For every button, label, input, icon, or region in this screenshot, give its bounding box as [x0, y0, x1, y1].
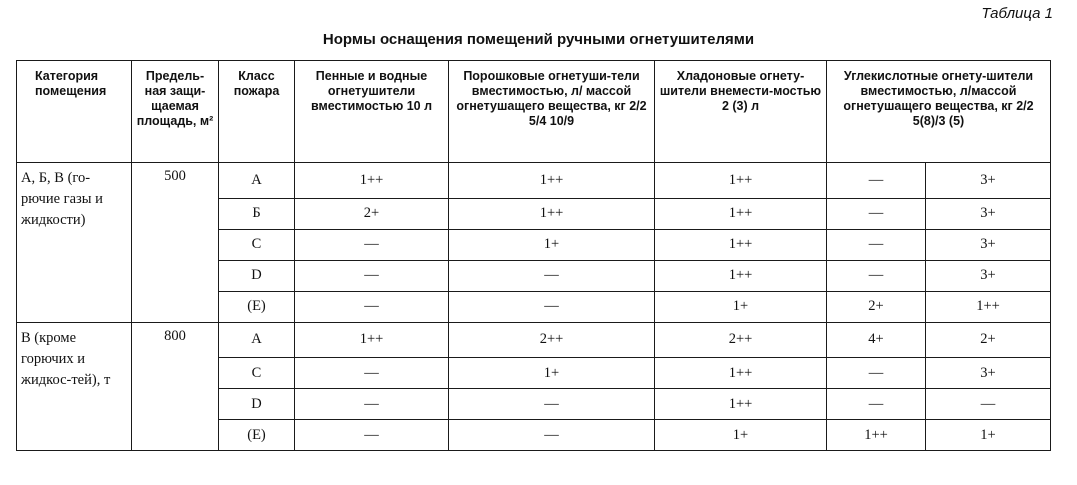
- halon-cell: 1+: [655, 420, 827, 451]
- fire-class-cell: А: [219, 322, 295, 358]
- co2-small-cell: —: [827, 389, 926, 420]
- table-row: [17, 420, 1051, 451]
- powder-cell: —: [449, 389, 655, 420]
- halon-cell: 1++: [655, 260, 827, 291]
- area-cell-empty: [132, 420, 219, 451]
- area-cell-empty: [132, 260, 219, 291]
- header-category: Категория помещения: [17, 61, 132, 163]
- powder-cell: —: [449, 420, 655, 451]
- area-cell-empty: [132, 291, 219, 322]
- fire-class-cell: C: [219, 358, 295, 389]
- foam-cell: 1++: [295, 163, 449, 199]
- header-powder: Порошковые огнетуши-тели вместимостью, л/ массой огнетушащего вещества, кг 2/2 5/4 10/9: [449, 61, 655, 163]
- header-row: [17, 61, 1051, 163]
- area-cell-empty: [132, 198, 219, 229]
- co2-small-cell: —: [827, 229, 926, 260]
- foam-cell: —: [295, 291, 449, 322]
- co2-large-cell: 1+: [926, 420, 1051, 451]
- fire-class-cell: C: [219, 229, 295, 260]
- co2-small-cell: —: [827, 260, 926, 291]
- table-row: [17, 198, 1051, 229]
- powder-cell: 1+: [449, 358, 655, 389]
- powder-cell: —: [449, 291, 655, 322]
- header-foam: Пенные и водные огнетушители вместимостью 10 л: [295, 61, 449, 163]
- halon-cell: 1+: [655, 291, 827, 322]
- fire-class-cell: А: [219, 163, 295, 199]
- halon-cell: 1++: [655, 198, 827, 229]
- fire-class-cell: D: [219, 260, 295, 291]
- powder-cell: 1+: [449, 229, 655, 260]
- foam-cell: —: [295, 358, 449, 389]
- area-cell-empty: [132, 358, 219, 389]
- foam-cell: —: [295, 420, 449, 451]
- co2-large-cell: 3+: [926, 260, 1051, 291]
- category-cell: А, Б, В (го-рючие газы и жидкости): [17, 163, 132, 323]
- header-co2: Углекислотные огнету-шители вместимостью, л/массой огнетушащего вещества, кг 2/2 5(8)/3 (5): [827, 61, 1051, 163]
- foam-cell: —: [295, 229, 449, 260]
- co2-large-cell: 3+: [926, 163, 1051, 199]
- header-fire-class: Класс пожара: [219, 61, 295, 163]
- co2-large-cell: 2+: [926, 322, 1051, 358]
- co2-large-cell: —: [926, 389, 1051, 420]
- header-halon: Хладоновые огнету-шители внемести-мостью 2 (3) л: [655, 61, 827, 163]
- foam-cell: 1++: [295, 322, 449, 358]
- table-row: [17, 358, 1051, 389]
- table-row: [17, 291, 1051, 322]
- fire-class-cell: Б: [219, 198, 295, 229]
- co2-small-cell: —: [827, 358, 926, 389]
- co2-small-cell: —: [827, 163, 926, 199]
- powder-cell: —: [449, 260, 655, 291]
- powder-cell: 1++: [449, 198, 655, 229]
- halon-cell: 1++: [655, 163, 827, 199]
- co2-large-cell: 3+: [926, 229, 1051, 260]
- co2-large-cell: 3+: [926, 198, 1051, 229]
- category-cell: В (кроме горючих и жидкос-тей), т: [17, 322, 132, 451]
- foam-cell: —: [295, 389, 449, 420]
- co2-small-cell: —: [827, 198, 926, 229]
- table-row: [17, 229, 1051, 260]
- area-cell-empty: [132, 229, 219, 260]
- fire-class-cell: (E): [219, 291, 295, 322]
- table-row: [17, 322, 1051, 358]
- fire-class-cell: (E): [219, 420, 295, 451]
- halon-cell: 1++: [655, 389, 827, 420]
- area-cell: 500: [132, 163, 219, 199]
- co2-small-cell: 2+: [827, 291, 926, 322]
- halon-cell: 1++: [655, 358, 827, 389]
- halon-cell: 2++: [655, 322, 827, 358]
- area-cell: 800: [132, 322, 219, 358]
- header-area: Предель-ная защи-щаемая площадь, м²: [132, 61, 219, 163]
- table-row: [17, 389, 1051, 420]
- table-row: [17, 260, 1051, 291]
- fire-class-cell: D: [219, 389, 295, 420]
- powder-cell: 2++: [449, 322, 655, 358]
- co2-small-cell: 1++: [827, 420, 926, 451]
- table-caption: Нормы оснащения помещений ручными огнетушителями: [322, 31, 755, 48]
- co2-large-cell: 1++: [926, 291, 1051, 322]
- area-cell-empty: [132, 389, 219, 420]
- foam-cell: —: [295, 260, 449, 291]
- foam-cell: 2+: [295, 198, 449, 229]
- co2-large-cell: 3+: [926, 358, 1051, 389]
- extinguisher-norms-table: [16, 60, 1051, 451]
- co2-small-cell: 4+: [827, 322, 926, 358]
- powder-cell: 1++: [449, 163, 655, 199]
- table-row: [17, 163, 1051, 199]
- halon-cell: 1++: [655, 229, 827, 260]
- table-number: Таблица 1: [981, 5, 1053, 22]
